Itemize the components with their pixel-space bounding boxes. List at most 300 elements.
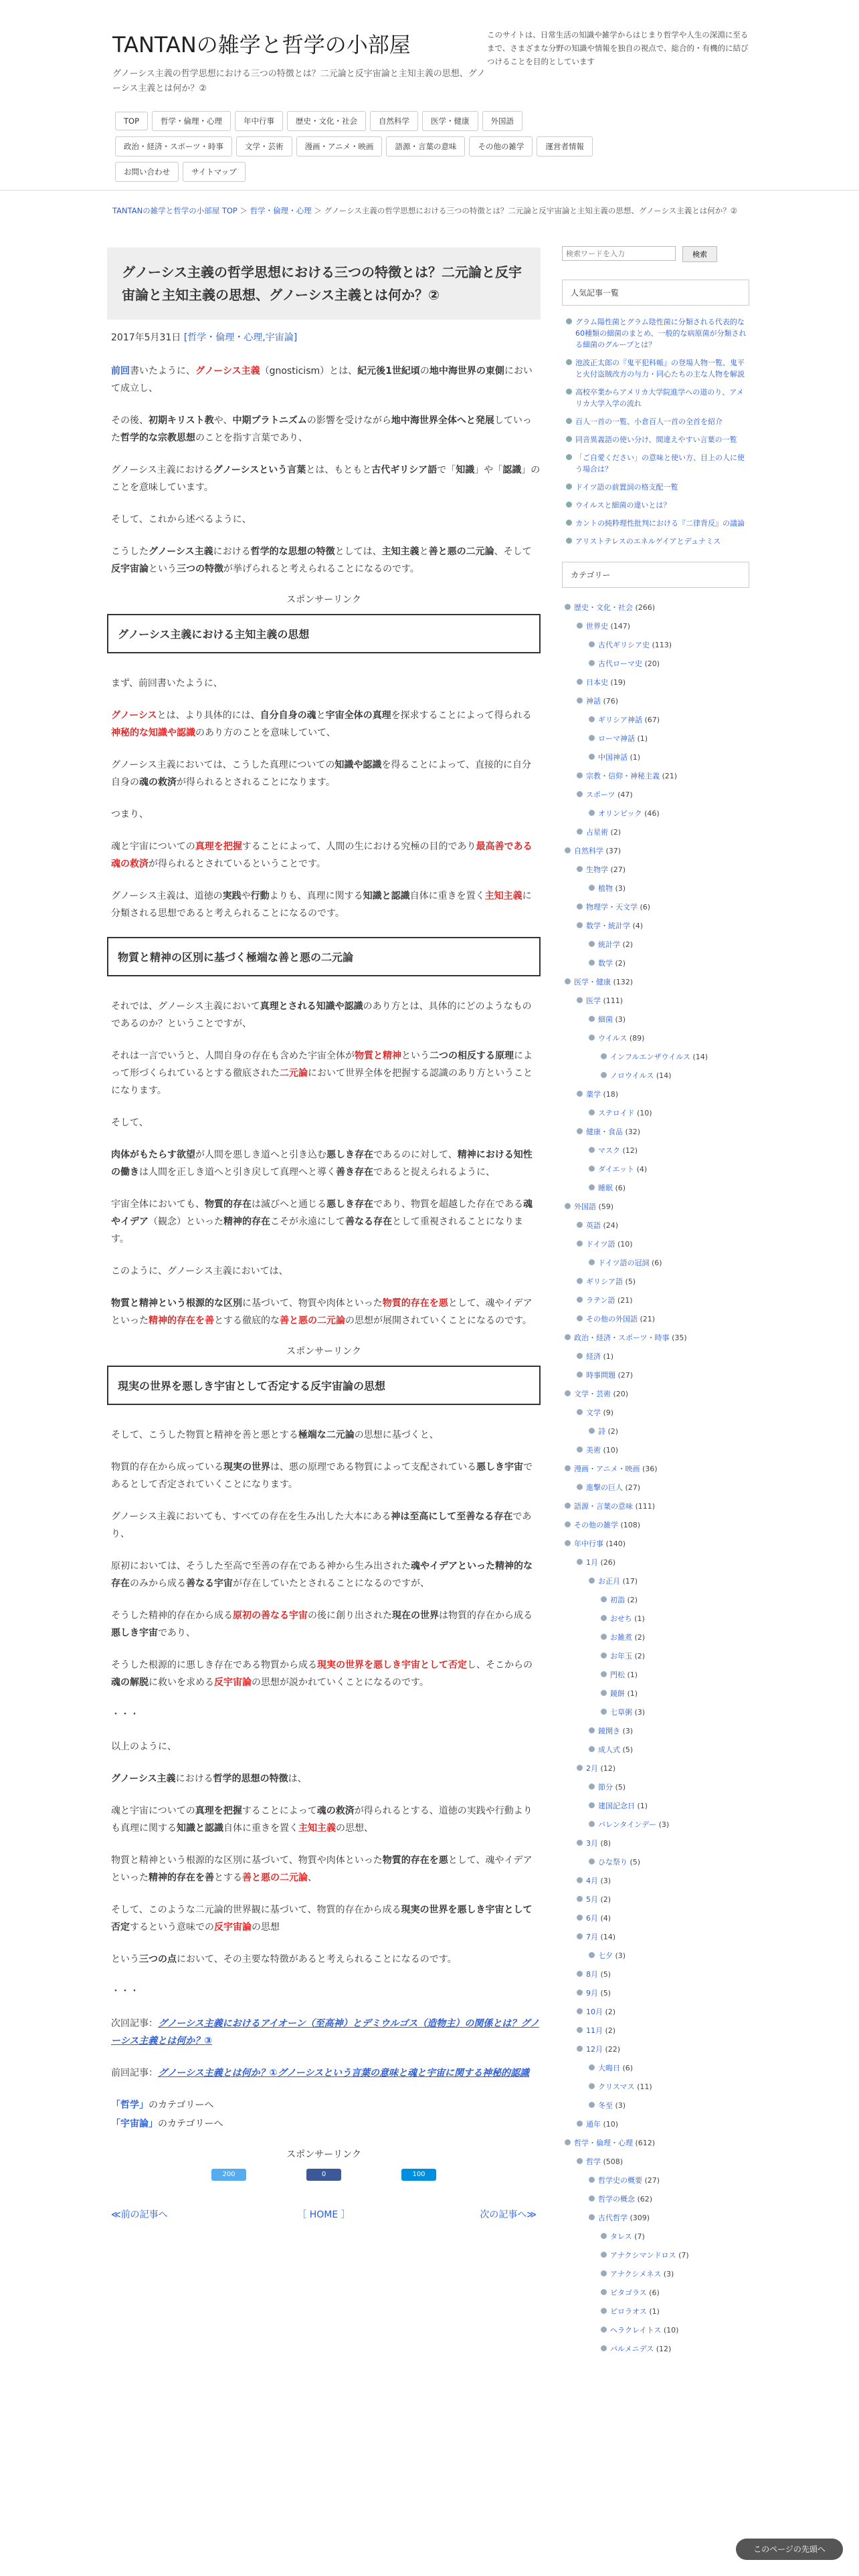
category-count: (22) [605,2045,621,2054]
category-link[interactable]: ローマ神話 [598,734,635,743]
paragraph: そして、こうした物質と精神を善と悪とする極端な二元論の思想に基づくと、 [111,1430,439,1440]
popular-link[interactable]: カントの純粋理性批判における『二律背反』の議論 [575,519,745,528]
category-item [562,1872,749,1891]
category-link[interactable]: インフルエンザウイルス [610,1053,690,1061]
bullet-icon [589,1821,595,1827]
category-link[interactable]: 英語 [586,1221,601,1230]
category-link[interactable]: ドイツ語の冠詞 [598,1259,650,1267]
category-count: (10) [617,1240,633,1249]
category-link[interactable]: ピタゴラス [610,2288,647,2297]
category-link[interactable]: 7月 [586,1933,598,1941]
nav-trivia[interactable]: その他の雑学 [469,136,533,156]
category-count: (1) [649,2307,660,2316]
nav-literature[interactable]: 文学・芸術 [236,136,292,156]
category-count: (2) [605,2026,616,2035]
paragraph: まず、前回書いたように、 [111,678,223,689]
nav-science[interactable]: 自然科学 [370,111,418,131]
category-count: (7) [678,2251,689,2260]
list-item [575,416,749,427]
bullet-icon [577,997,583,1003]
paragraph: その後、初期キリスト教や、中期プラトニズムの影響を受けながら地中海世界全体へと発展していった哲学的な宗教思想のことを指す言葉であり、 [111,415,532,443]
category-item [562,1497,749,1516]
category-item [562,1816,749,1834]
bullet-icon [601,1072,607,1078]
bullet-icon [577,1990,583,1996]
category-count: (2) [634,1652,646,1660]
next-post-link[interactable]: 次の記事へ≫ [480,2210,537,2220]
category-item [562,1067,749,1085]
category-link[interactable]: 10月 [586,2008,603,2016]
nav-operator[interactable]: 運営者情報 [537,136,593,156]
category-link[interactable]: アナクシマンドロス [610,2251,676,2260]
category-link[interactable]: おせち [610,1614,632,1623]
category-link[interactable]: アナクシメネス [610,2270,662,2278]
category-link[interactable]: 政治・経済・スポーツ・時事 [574,1333,670,1342]
category-link[interactable]: 5月 [586,1895,598,1904]
category-link[interactable]: お雑煮 [610,1633,632,1642]
bullet-icon [577,1971,583,1977]
category-link[interactable]: 4月 [586,1876,598,1885]
category-count: (612) [635,2139,656,2147]
category-item [562,692,749,711]
category-link[interactable]: 文学・芸術 [574,1390,611,1398]
category-item [562,1834,749,1853]
category-item [562,1460,749,1479]
paragraph: 物質と精神という根源的な区別に基づいて、物質や肉体といった物質的存在を悪として、魂やイデアといった精神的存在を善とする徹底的な善と悪の二元論の思想が展開されていくことになるのです。 [111,1298,533,1326]
paragraph: 魂と宇宙についての真理を把握することによって魂の救済が得られるとする、道徳の実践や行動よりも真理に関する知識と認識自体に重きを置く主知主義の思想、 [111,1806,533,1834]
category-count: (266) [635,603,656,612]
category-link[interactable]: 日本史 [586,678,608,687]
category-item [562,1254,749,1273]
nav-politics[interactable]: 政治・経済・スポーツ・時事 [115,136,232,156]
category-item [562,1759,749,1778]
category-item [562,1160,749,1179]
category-item [562,1310,749,1329]
category-link-row: 「哲学」のカテゴリーへ [111,2100,214,2111]
category-item [562,1516,749,1535]
category-link[interactable]: 鏡餅 [610,1689,625,1698]
paragraph: 前回書いたように、グノーシス主義（gnosticism）とは、紀元後1世紀頃の地中海世界の東側において成立し、 [111,366,533,394]
category-link[interactable]: 古代ローマ史 [598,659,642,668]
bullet-icon [589,660,595,666]
article-title: グノーシス主義の哲学思想における三つの特徴とは？二元論と反宇宙論と主知主義の思想、グノーシス主義とは何か？② [107,247,541,320]
category-link[interactable]: 成人式 [598,1745,620,1754]
bullet-icon [577,2158,583,2164]
category-link[interactable]: ヘラクレイトス [610,2326,662,2335]
category-link[interactable]: お正月 [598,1577,620,1586]
paragraph: グノーシス主義におけるグノーシスという言葉とは、もともと古代ギリシア語で「知識」や「認識」のことを意味しています。 [111,465,541,493]
category-link[interactable]: 神話 [586,697,601,706]
bullet-icon [565,1503,571,1509]
nav-philosophy[interactable]: 哲学・倫理・心理 [152,111,231,131]
category-link[interactable]: パルメニデス [610,2345,654,2353]
bullet-icon [589,1952,595,1958]
category-item [562,1029,749,1048]
category-link[interactable]: 時事問題 [586,1371,615,1380]
category-link[interactable]: 健康・食品 [586,1128,623,1136]
paragraph: グノーシスとは、より具体的には、自分自身の魂と宇宙全体の真理を探求することによって得られる神秘的な知識や認識のあり方のことを意味していて、 [111,710,532,738]
bullet-icon [577,1372,583,1378]
article-nav [111,2208,537,2221]
category-item [562,1572,749,1591]
bullet-icon [577,903,583,909]
category-count: (309) [630,2214,650,2222]
category-count: (7) [634,2232,645,2241]
category-link[interactable]: 古代ギリシア史 [598,641,650,649]
category-link[interactable]: 詩 [598,1427,605,1436]
category-item [562,1104,749,1123]
category-title: カテゴリー [562,562,749,588]
category-link[interactable]: 節分 [598,1783,613,1792]
popular-link[interactable]: 池波正太郎の『鬼平犯科帳』の登場人物一覧、鬼平と火付盗賊改方の与力・同心たちの主な人物を解説 [575,358,745,379]
category-link[interactable]: ギリシア語 [586,1277,623,1286]
category-item [562,1329,749,1348]
category-link[interactable]: ドイツ語 [586,1240,615,1249]
category-count: (20) [613,1390,629,1398]
category-link[interactable]: 哲学の概念 [598,2195,635,2204]
category-count: (14) [600,1933,616,1941]
category-link[interactable]: 物理学・天文学 [586,903,638,911]
category-link[interactable]: 建国記念日 [598,1802,635,1810]
category-link[interactable]: ウイルス [598,1034,628,1043]
popular-link[interactable]: 同音異義語の使い分け、間違えやすい言葉の一覧 [575,435,737,444]
category-link[interactable]: タレス [610,2232,632,2241]
category-link[interactable]: 薬学 [586,1090,601,1099]
category-link[interactable]: 占星術 [586,828,608,837]
category-count: (6) [651,1259,662,1267]
category-link[interactable]: 初詣 [610,1596,625,1604]
category-link[interactable]: 漫画・アニメ・映画 [574,1465,640,1473]
bullet-icon [589,1802,595,1808]
category-link[interactable]: 数学 [598,959,613,968]
section-heading: 現実の世界を悪しき宇宙として否定する反宇宙論の思想 [107,1366,541,1405]
category-count: (8) [600,1839,611,1848]
global-nav [115,111,650,187]
nav-history[interactable]: 歴史・文化・社会 [287,111,366,131]
category-item [562,936,749,954]
popular-link[interactable]: 「ご自愛ください」の意味と使い方、目上の人に使う場合は？ [575,453,745,473]
category-item [562,1385,749,1404]
paragraph: そして、これから述べるように、 [111,514,252,525]
nav-contact[interactable]: お問い合わせ [115,162,179,182]
nav-manga[interactable]: 漫画・アニメ・映画 [296,136,383,156]
category-link[interactable]: 哲学史の概要 [598,2176,642,2185]
category-item [562,711,749,730]
category-item [562,1422,749,1441]
list-item [575,357,749,380]
category-link[interactable]: 9月 [586,1989,598,1998]
category-count: (18) [603,1090,619,1099]
category-count: (35) [672,1333,687,1342]
breadcrumb-home[interactable]: TANTANの雑学と哲学の小部屋 TOP [112,206,237,215]
category-count: (5) [622,1745,634,1754]
bullet-icon [577,1877,583,1883]
facebook-share-button[interactable]: 0 [306,2169,341,2181]
category-item [562,2190,749,2209]
prev-article-link[interactable]: 前回 [111,366,130,377]
category-item [562,804,749,823]
sponsor-label: スポンサーリンク [286,1346,361,1357]
category-link[interactable]: 通年 [586,2120,601,2129]
bullet-icon [601,1709,607,1715]
category-count: (2) [605,2008,616,2016]
category-link[interactable]: 1月 [586,1558,598,1567]
nav-language[interactable]: 外国語 [482,111,523,131]
scroll-top-button[interactable]: このページの先頭へ [736,2539,843,2560]
category-link[interactable]: 外国語 [574,1202,596,1211]
category-link[interactable]: 冬至 [598,2101,613,2110]
bullet-icon [565,1203,571,1209]
category-link[interactable]: 自然科学 [574,847,603,855]
category-item [562,1553,749,1572]
popular-link[interactable]: 百人一首の一覧、小倉百人一首の全首を紹介 [575,417,723,426]
category-link[interactable]: スポーツ [586,790,615,799]
category-count: (140) [605,1539,626,1548]
category-count: (14) [692,1053,708,1061]
search-input[interactable] [562,246,676,261]
bullet-icon [601,1596,607,1602]
nav-etymology[interactable]: 語源・言葉の意味 [386,136,465,156]
bullet-icon [565,1521,571,1527]
bullet-icon [565,1390,571,1396]
category-count: (5) [615,1783,626,1792]
paragraph: 魂と宇宙についての真理を把握することによって、人間の生における究極の目的であり最高善である魂の救済が得られるとされているということです。 [111,841,533,869]
bullet-icon [589,1784,595,1790]
category-link[interactable]: 大晦日 [598,2064,620,2072]
category-item [562,1535,749,1553]
category-link[interactable]: 3月 [586,1839,598,1848]
twitter-share-button[interactable]: 200 [211,2169,246,2181]
category-item [562,2284,749,2302]
category-link[interactable]: オリンピック [598,809,642,818]
category-link[interactable]: 6月 [586,1914,598,1923]
category-link[interactable]: 医学 [586,996,601,1005]
category-link[interactable]: ピロラオス [610,2307,647,2316]
category-count: (10) [603,2120,619,2129]
category-link[interactable]: お年玉 [610,1652,632,1660]
category-link[interactable]: 歴史・文化・社会 [574,603,633,612]
category-count: (21) [662,772,678,780]
category-link[interactable]: 哲学 [586,2157,601,2166]
next-article: 次回記事：グノーシス主義におけるアイオーン（至高神）とデミウルゴス（造物主）の関係とは？グノーシス主義とは何か？③ [111,2018,539,2046]
bullet-icon [577,679,583,685]
popular-list [562,316,749,547]
popular-link[interactable]: ウイルスと細菌の違いとは？ [575,501,671,510]
category-item [562,2078,749,2097]
paragraph: グノーシス主義においては、こうした真理についての知識や認識を得ることによって、直接的に自分自身の魂の救済が得られるとされることになります。 [111,760,532,788]
category-item [562,655,749,673]
nav-medicine[interactable]: 医学・健康 [422,111,478,131]
category-item [562,1984,749,2003]
category-count: (1) [627,1671,638,1679]
category-item [562,954,749,973]
category-link-philosophy[interactable]: 「哲学」 [111,2100,149,2111]
category-link[interactable]: 11月 [586,2026,603,2035]
category-item [562,2153,749,2171]
category-link-cosmology[interactable]: 「宇宙論」 [111,2119,158,2129]
share-buttons [107,2169,541,2181]
category-link[interactable]: ラテン語 [586,1296,615,1305]
search-button[interactable]: 検索 [682,246,717,262]
ellipsis: ・・・ [111,1986,139,1997]
category-count: (2) [627,1596,638,1604]
category-link[interactable]: ひな祭り [598,1858,628,1866]
category-link[interactable]: マスク [598,1146,620,1155]
bullet-icon [589,716,595,722]
bullet-icon [577,1091,583,1097]
category-link[interactable]: 植物 [598,884,613,893]
bullet-icon [577,1446,583,1453]
category-item [562,1666,749,1685]
bullet-icon [577,1915,583,1921]
category-item [562,973,749,992]
category-link[interactable]: 統計学 [598,940,620,949]
bullet-icon [565,1465,571,1471]
site-header [107,20,763,100]
nav-sitemap[interactable]: サイトマップ [183,162,246,182]
bullet-icon [589,754,595,760]
article-tags[interactable]: [哲学・倫理・心理,宇宙論] [183,332,298,343]
ellipsis: ・・・ [111,1709,139,1720]
header-divider [0,190,859,191]
category-link[interactable]: 細菌 [598,1015,613,1024]
bullet-icon [589,2083,595,2089]
bullet-icon [577,2027,583,2033]
category-item [562,1628,749,1647]
category-link[interactable]: 古代哲学 [598,2214,628,2222]
category-link[interactable]: 8月 [586,1970,598,1979]
category-link[interactable]: 門松 [610,1671,625,1679]
bullet-icon [577,1559,583,1565]
hatena-share-button[interactable]: 100 [401,2169,436,2181]
category-count: (6) [640,903,651,911]
category-item [562,2040,749,2059]
bullet-icon [565,1334,571,1340]
bullet-icon [577,1484,583,1490]
bullet-icon [565,2139,571,2145]
category-link[interactable]: 中国神話 [598,753,628,762]
popular-link[interactable]: アリストテレスのエネルゲイアとデュナミス [575,537,721,546]
bullet-icon [577,1222,583,1228]
popular-link[interactable]: ドイツ語の前置詞の格支配一覧 [575,483,678,492]
category-link[interactable]: 七草粥 [610,1708,632,1717]
category-count: (1) [634,1614,645,1623]
category-item [562,1909,749,1928]
site-description: このサイトは、日常生活の知識や雑学からはじまり哲学や人生の深淵に至るまで、さまざまな分野の知識や情報を独自の視点で、総合的・有機的に結びつけることを目的としています [487,30,749,66]
category-link[interactable]: その他の外国語 [586,1315,638,1323]
paragraph: そして、このような二元論的世界観に基づいて、物質的存在から成る現実の世界を悪しき宇宙として否定するという意味での反宇宙論の思想 [111,1905,533,1933]
section-heading: グノーシス主義における主知主義の思想 [107,614,541,653]
site-subtitle: グノーシス主義の哲学思想における三つの特徴とは？二元論と反宇宙論と主知主義の思想、グノーシス主義とは何か？② [112,69,486,94]
category-link[interactable]: 七夕 [598,1951,613,1960]
category-link[interactable]: 経済 [586,1352,601,1361]
category-link[interactable]: ギリシア神話 [598,716,642,724]
category-link[interactable]: 数学・統計学 [586,922,630,930]
nav-top[interactable]: TOP [115,112,148,130]
popular-link[interactable]: 高校卒業からアメリカ大学院進学への道のり、アメリカ大学入学の流れ [575,388,744,408]
category-count: (3) [663,2270,674,2278]
sidebar [562,246,749,2359]
category-link[interactable]: 文学 [586,1408,601,1417]
next-article-link[interactable]: グノーシス主義におけるアイオーン（至高神）とデミウルゴス（造物主）の関係とは？グノーシス主義とは何か？③ [111,2018,539,2046]
category-link[interactable]: 12月 [586,2045,603,2054]
bullet-icon [589,735,595,741]
category-item [562,1291,749,1310]
category-link[interactable]: 美術 [586,1446,601,1455]
site-title[interactable]: TANTANの雑学と哲学の小部屋 [112,32,411,58]
category-item [562,2059,749,2078]
category-link[interactable]: その他の雑学 [574,1521,618,1529]
section-heading: 物質と精神の区別に基づく極端な善と悪の二元論 [107,937,541,976]
category-item [562,1179,749,1198]
bullet-icon [577,1765,583,1771]
category-count: (27) [617,1371,634,1380]
breadcrumb [112,205,748,217]
paragraph: 原初においては、そうした至高で至善の存在である神から生み出された魂やイデアといった精神的な存在のみから成る善なる宇宙が存在していたとされることになるのですが、 [111,1561,533,1589]
category-count: (2) [615,959,626,968]
prev-article-link[interactable]: グノーシス主義とは何か？①グノーシスという言葉の意味と魂と宇宙に関する神秘的認識 [158,2068,530,2078]
category-link[interactable]: 哲学・倫理・心理 [574,2139,633,2147]
category-link[interactable]: ノロウイルス [610,1071,654,1080]
bullet-icon [601,1634,607,1640]
category-count: (27) [610,865,626,874]
category-link[interactable]: 語源・言葉の意味 [574,1502,633,1511]
home-link[interactable]: ［ HOME ］ [297,2210,351,2220]
bullet-icon [589,1727,595,1733]
category-count: (9) [603,1408,614,1417]
category-link[interactable]: バレンタインデー [598,1820,657,1829]
bullet-icon [577,623,583,629]
bullet-icon [577,1241,583,1247]
category-link[interactable]: ダイエット [598,1165,635,1174]
category-item [562,1085,749,1104]
category-count: (27) [644,2176,660,2185]
category-link[interactable]: ステロイド [598,1109,635,1117]
category-item [562,2115,749,2134]
bullet-icon [577,2121,583,2127]
bullet-icon [589,1858,595,1864]
paragraph: 物質的存在から成っている現実の世界は、悪の原理である物質によって支配されている悪しき宇宙であるとして否定されていくことになります。 [111,1462,533,1490]
category-link[interactable]: 年中行事 [574,1539,603,1548]
category-item [562,1048,749,1067]
category-link[interactable]: 世界史 [586,622,608,631]
article-date: 2017年5月31日 [111,332,181,343]
category-link[interactable]: 進撃の巨人 [586,1483,623,1492]
nav-events[interactable]: 年中行事 [235,111,283,131]
category-item [562,2246,749,2265]
category-link[interactable]: 宗教・信仰・神秘主義 [586,772,660,780]
prev-post-link[interactable]: ≪前の記事へ [111,2210,168,2220]
category-link[interactable]: 2月 [586,1764,598,1773]
category-count: (3) [634,1708,646,1717]
category-link[interactable]: 鏡開き [598,1727,620,1735]
breadcrumb-category[interactable]: 哲学・倫理・心理 [250,206,312,215]
category-count: (47) [617,790,633,799]
category-count: (3) [600,1876,611,1885]
paragraph: そうした精神的存在から成る原初の善なる宇宙の後に創り出された現在の世界は物質的存在から成る悪しき宇宙であり、 [111,1610,533,1638]
bullet-icon [589,2064,595,2070]
bullet-icon [589,1578,595,1584]
popular-link[interactable]: グラム陽性菌とグラム陰性菌に分類される代表的な60種類の細菌のまとめ、一般的な病原菌が分類される細菌のグループとは？ [575,318,747,349]
bullet-icon [577,1353,583,1359]
category-link[interactable]: 医学・健康 [574,978,611,986]
bullet-icon [601,2289,607,2295]
category-count: (10) [636,1109,652,1117]
category-link[interactable]: 睡眠 [598,1184,613,1192]
category-link[interactable]: 生物学 [586,865,608,874]
category-item [562,1010,749,1029]
category-link[interactable]: クリスマス [598,2082,635,2091]
